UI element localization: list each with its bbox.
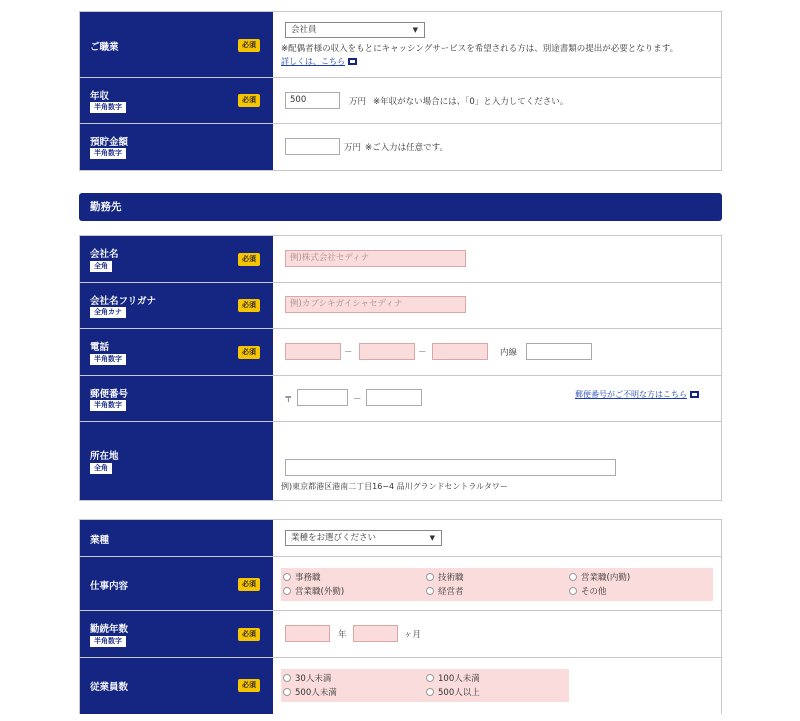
job-option-other[interactable] — [569, 585, 607, 597]
address-row — [80, 422, 721, 501]
years-row — [80, 611, 721, 658]
required-badge: 必須 — [238, 94, 260, 107]
employees-row — [80, 658, 721, 714]
required-badge: 必須 — [238, 253, 260, 266]
industry-row — [80, 520, 721, 557]
income-unit: 万円 — [349, 97, 367, 107]
job-option-office-label: 事務職 — [295, 573, 321, 583]
required-badge: 必須 — [238, 346, 260, 359]
personal-info-table — [79, 11, 722, 171]
months-input[interactable] — [353, 625, 398, 642]
radio-icon — [283, 674, 291, 682]
occupation-select[interactable] — [285, 22, 425, 38]
occupation-details-link-text: 詳しくは、こちら — [281, 57, 345, 66]
job-option-sales-inside[interactable] — [569, 571, 630, 583]
income-label-cell — [80, 78, 273, 123]
job-option-executive-label: 経営者 — [438, 587, 464, 597]
savings-cell — [273, 124, 721, 170]
radio-icon — [283, 587, 291, 595]
company-kana-label: 会社名フリガナ — [90, 296, 157, 307]
savings-label-cell — [80, 124, 273, 170]
postal-label: 郵便番号 — [90, 389, 129, 400]
postal-first-input[interactable] — [297, 389, 348, 406]
address-input[interactable] — [285, 459, 616, 476]
income-note: ※年収がない場合には、「0」と入力してください。 — [373, 97, 569, 107]
postal-second-input[interactable] — [366, 389, 422, 406]
window-icon — [348, 58, 357, 65]
job-option-sales-inside-label: 営業職(内勤) — [581, 573, 631, 583]
company-kana-input[interactable] — [285, 296, 466, 313]
radio-icon — [569, 587, 577, 595]
radio-icon — [426, 587, 434, 595]
job-type-radio-group — [281, 568, 713, 601]
required-badge: 必須 — [238, 679, 260, 692]
radio-icon — [426, 573, 434, 581]
company-kana-cell — [273, 283, 721, 328]
postal-row — [80, 376, 721, 422]
employees-option-under-500[interactable] — [283, 686, 337, 698]
phone-dash-2: － — [418, 348, 427, 358]
occupation-select-value: 会社員 — [291, 25, 317, 35]
industry-label: 業種 — [90, 535, 110, 546]
months-unit: ヶ月 — [404, 630, 422, 640]
occupation-note: ※配偶者様の収入をもとにキャッシングサービスを希望される方は、別途書類の提出が必要となります。 — [281, 44, 679, 54]
occupation-label-cell — [80, 12, 273, 77]
job-option-other-label: その他 — [581, 587, 607, 597]
employees-option-under-30[interactable] — [283, 672, 331, 684]
job-option-technical[interactable] — [426, 571, 464, 583]
phone-ext-label: 内線 — [500, 348, 518, 358]
required-badge: 必須 — [238, 578, 260, 591]
job-option-office[interactable] — [283, 571, 321, 583]
company-cell — [273, 236, 721, 282]
job-option-sales-outside[interactable] — [283, 585, 344, 597]
required-badge: 必須 — [238, 39, 260, 52]
years-input[interactable] — [285, 625, 330, 642]
years-label: 勤続年数 — [90, 624, 129, 635]
address-cell — [273, 422, 721, 500]
savings-input[interactable] — [285, 138, 340, 155]
radio-icon — [426, 688, 434, 696]
employees-option-under-100-label: 100人未満 — [438, 674, 480, 684]
radio-icon — [569, 573, 577, 581]
postal-dash: － — [353, 395, 362, 405]
radio-icon — [283, 573, 291, 581]
radio-icon — [283, 688, 291, 696]
years-unit: 年 — [338, 630, 347, 640]
occupation-row — [80, 12, 721, 78]
job-info-table — [79, 519, 722, 714]
employees-cell — [273, 658, 721, 714]
company-label-cell — [80, 236, 273, 282]
address-label: 所在地 — [90, 451, 119, 462]
job-type-label-cell — [80, 557, 273, 610]
postal-mark: 〒 — [284, 395, 293, 405]
postal-sub-badge: 半角数字 — [90, 400, 126, 411]
phone-label-cell — [80, 329, 273, 375]
postal-label-cell — [80, 376, 273, 421]
postal-lookup-link[interactable] — [575, 389, 699, 400]
savings-label: 預貯金額 — [90, 137, 129, 148]
employees-option-under-30-label: 30人未満 — [295, 674, 332, 684]
phone-cell — [273, 329, 721, 375]
chevron-down-icon: ▼ — [429, 534, 435, 542]
income-cell — [273, 78, 721, 123]
employees-label: 従業員数 — [90, 682, 129, 693]
phone-local-input[interactable] — [359, 343, 415, 360]
required-badge: 必須 — [238, 299, 260, 312]
income-label: 年収 — [90, 91, 110, 102]
address-label-cell — [80, 422, 273, 500]
workplace-table — [79, 235, 722, 501]
industry-label-cell — [80, 520, 273, 556]
window-icon — [690, 391, 699, 398]
job-option-executive[interactable] — [426, 585, 464, 597]
occupation-cell — [273, 12, 721, 77]
savings-unit: 万円 — [344, 143, 362, 153]
years-sub-badge: 半角数字 — [90, 636, 126, 647]
employees-label-cell — [80, 658, 273, 714]
job-option-technical-label: 技術職 — [438, 573, 464, 583]
company-sub-badge: 全角 — [90, 261, 112, 272]
occupation-label: ご職業 — [90, 42, 119, 53]
company-label: 会社名 — [90, 249, 119, 260]
savings-sub-badge: 半角数字 — [90, 148, 126, 159]
employees-option-500-plus-label: 500人以上 — [438, 688, 480, 698]
company-input[interactable] — [285, 250, 466, 267]
job-option-sales-outside-label: 営業職(外勤) — [295, 587, 345, 597]
industry-select[interactable] — [285, 530, 442, 546]
income-sub-badge: 半角数字 — [90, 102, 126, 113]
phone-number-input[interactable] — [432, 343, 488, 360]
address-sub-badge: 全角 — [90, 463, 112, 474]
chevron-down-icon: ▼ — [412, 26, 418, 34]
job-type-label: 仕事内容 — [90, 581, 129, 592]
years-cell — [273, 611, 721, 657]
income-input[interactable]: 500 — [285, 92, 340, 109]
phone-dash-1: － — [344, 348, 353, 358]
phone-row — [80, 329, 721, 376]
employees-option-under-100[interactable] — [426, 672, 480, 684]
company-kana-row — [80, 283, 721, 329]
company-kana-label-cell — [80, 283, 273, 328]
postal-lookup-link-text: 郵便番号がご不明な方はこちら — [575, 390, 687, 399]
job-type-row — [80, 557, 721, 611]
phone-area-input[interactable] — [285, 343, 341, 360]
radio-icon — [426, 674, 434, 682]
savings-row — [80, 124, 721, 171]
phone-sub-badge: 半角数字 — [90, 354, 126, 365]
phone-ext-input[interactable] — [526, 343, 592, 360]
job-type-cell — [273, 557, 721, 610]
savings-note: ※ご入力は任意です。 — [365, 143, 448, 153]
company-kana-sub-badge: 全角カナ — [90, 307, 126, 318]
postal-cell — [273, 376, 721, 421]
address-example: 例)東京都港区港南二丁目16−4 品川グランドセントラルタワー — [281, 482, 508, 491]
phone-label: 電話 — [90, 342, 110, 353]
company-placeholder: 例)株式会社セディナ — [290, 253, 370, 263]
workplace-section-header: 勤務先 — [79, 193, 722, 221]
industry-cell — [273, 520, 721, 556]
company-row — [80, 236, 721, 283]
employees-option-500-plus[interactable] — [426, 686, 480, 698]
employees-option-under-500-label: 500人未満 — [295, 688, 337, 698]
income-row — [80, 78, 721, 124]
occupation-details-link[interactable] — [281, 56, 357, 67]
company-kana-placeholder: 例)カブシキガイシャセディナ — [290, 299, 403, 309]
years-label-cell — [80, 611, 273, 657]
required-badge: 必須 — [238, 628, 260, 641]
industry-select-value: 業種をお選びください — [291, 533, 377, 543]
